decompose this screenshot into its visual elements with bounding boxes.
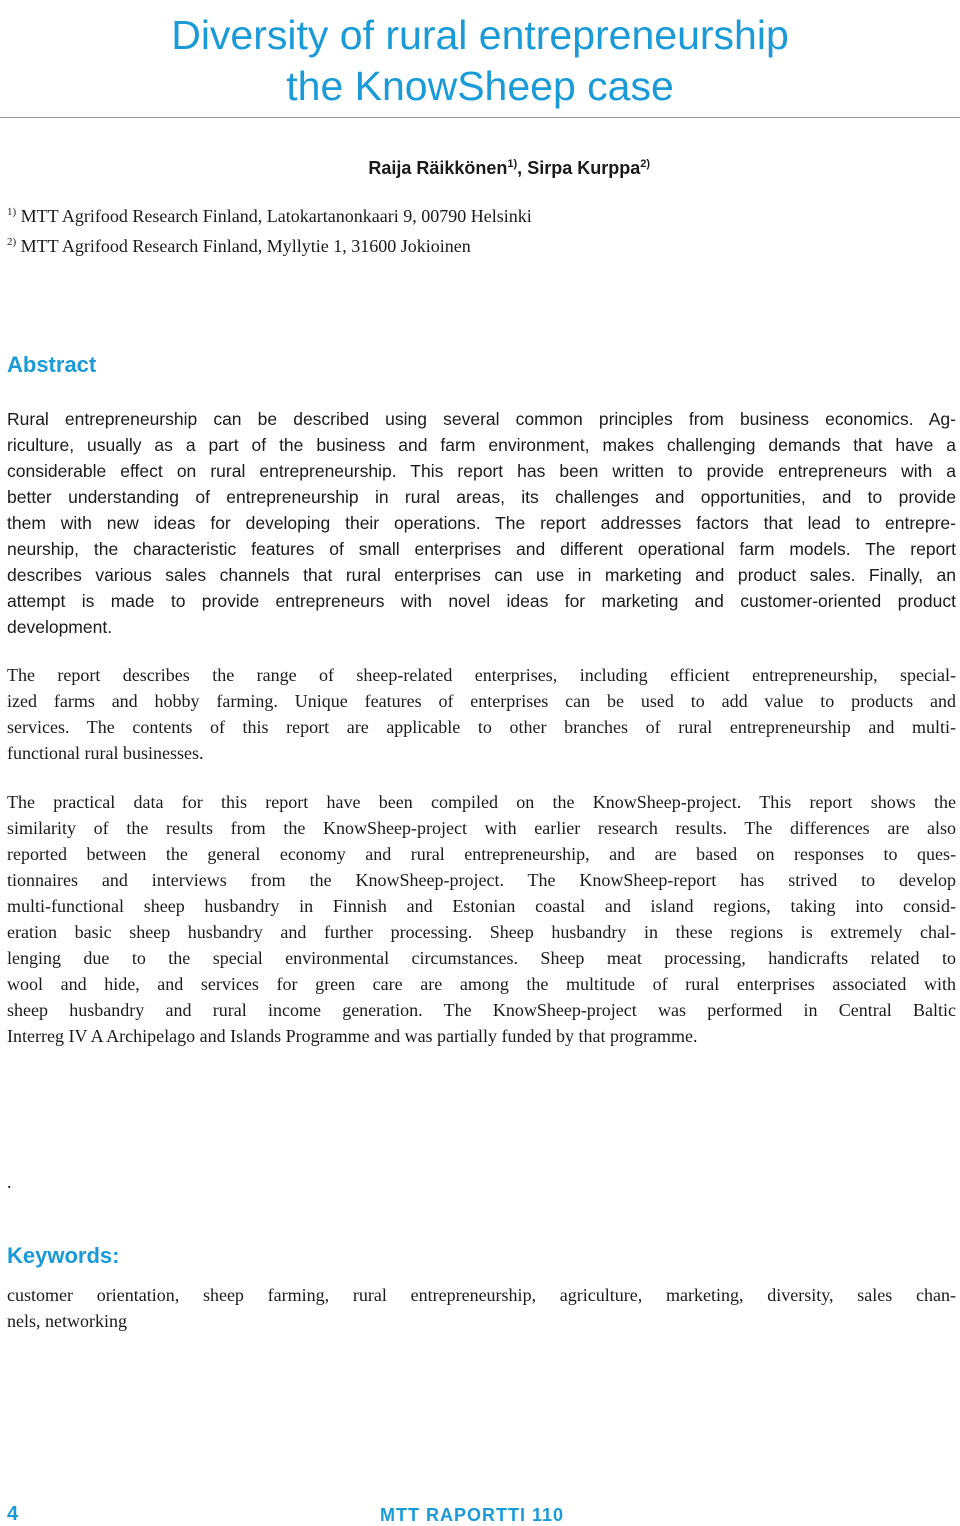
affiliation-mark: 2) (7, 236, 17, 248)
text-line: The report describes the range of sheep-related enterprises, including efficient entrepreneurship, special- (7, 665, 956, 685)
text-line: tionnaires and interviews from the KnowSheep-project. The KnowSheep-report has strived to develop (7, 870, 956, 890)
text-line: similarity of the results from the KnowSheep-project with earlier research results. The differences are also (7, 818, 956, 838)
abstract-paragraph-3 (7, 789, 956, 1049)
text-line: attempt is made to provide entrepreneurs with novel ideas for marketing and customer-oriented product (7, 591, 956, 611)
text-line: functional rural businesses. (7, 743, 204, 763)
abstract-paragraph-1 (7, 406, 956, 640)
page-title (0, 10, 960, 112)
author-line (0, 158, 650, 179)
page-number: 4 (7, 1503, 19, 1525)
title-divider (0, 117, 960, 118)
text-line: Rural entrepreneurship can be described using several common principles from business economics. Ag- (7, 409, 956, 429)
affiliation-2 (7, 236, 471, 257)
keywords-heading: Keywords: (7, 1243, 120, 1268)
affiliation-mark: 1) (7, 206, 17, 218)
title-line-2: the KnowSheep case (286, 63, 674, 109)
author-separator: , (517, 158, 528, 178)
text-line: neurship, the characteristic features of small enterprises and different operational farm models. The report (7, 539, 956, 559)
text-line: Interreg IV A Archipelago and Islands Programme and was partially funded by that programme. (7, 1026, 698, 1046)
author-2-affiliation-mark: 2) (640, 158, 650, 170)
text-line: customer orientation, sheep farming, rural entrepreneurship, agriculture, marketing, diversity, sales chan- (7, 1285, 956, 1305)
stray-period: . (7, 1172, 12, 1192)
author-1-affiliation-mark: 1) (507, 158, 518, 170)
text-line: reported between the general economy and rural entrepreneurship, and are based on responses to ques- (7, 844, 956, 864)
text-line: considerable effect on rural entrepreneurship. This report has been written to provide entrepreneurs with a (7, 461, 956, 481)
title-line-1: Diversity of rural entrepreneurship (171, 12, 789, 58)
text-line: The practical data for this report have been compiled on the KnowSheep-project. This report shows the (7, 792, 956, 812)
text-line: sheep husbandry and rural income generation. The KnowSheep-project was performed in Central Baltic (7, 1000, 956, 1020)
series-logo: MTT RAPORTTI 110 (380, 1505, 565, 1525)
text-line: multi-functional sheep husbandry in Finnish and Estonian coastal and island regions, taking into consid- (7, 896, 956, 916)
author-1: Raija Räikkönen (368, 158, 508, 178)
text-line: describes various sales channels that rural enterprises can use in marketing and product sales. Finally, an (7, 565, 956, 585)
text-line: nels, networking (7, 1311, 127, 1331)
text-line: better understanding of entrepreneurship in rural areas, its challenges and opportunities, and to provide (7, 487, 956, 507)
text-line: development. (7, 617, 113, 637)
affiliation-1 (7, 206, 532, 227)
text-line: services. The contents of this report are applicable to other branches of rural entrepreneurship and multi- (7, 717, 956, 737)
abstract-heading: Abstract (7, 352, 97, 377)
text-line: them with new ideas for developing their operations. The report addresses factors that lead to entrepre- (7, 513, 956, 533)
text-line: wool and hide, and services for green care are among the multitude of rural enterprises associated with (7, 974, 956, 994)
affiliation-text: MTT Agrifood Research Finland, Latokartanonkaari 9, 00790 Helsinki (16, 206, 532, 226)
abstract-paragraph-2 (7, 662, 956, 766)
text-line: ized farms and hobby farming. Unique features of enterprises can be used to add value to products and (7, 691, 956, 711)
author-2: Sirpa Kurppa (527, 158, 641, 178)
text-line: lenging due to the special environmental circumstances. Sheep meat processing, handicrafts related to (7, 948, 956, 968)
text-line: eration basic sheep husbandry and further processing. Sheep husbandry in these regions is extremely chal- (7, 922, 956, 942)
text-line: riculture, usually as a part of the business and farm environment, makes challenging demands that have a (7, 435, 956, 455)
keywords-list (7, 1282, 956, 1334)
affiliation-text: MTT Agrifood Research Finland, Myllytie 1, 31600 Jokioinen (16, 236, 471, 256)
